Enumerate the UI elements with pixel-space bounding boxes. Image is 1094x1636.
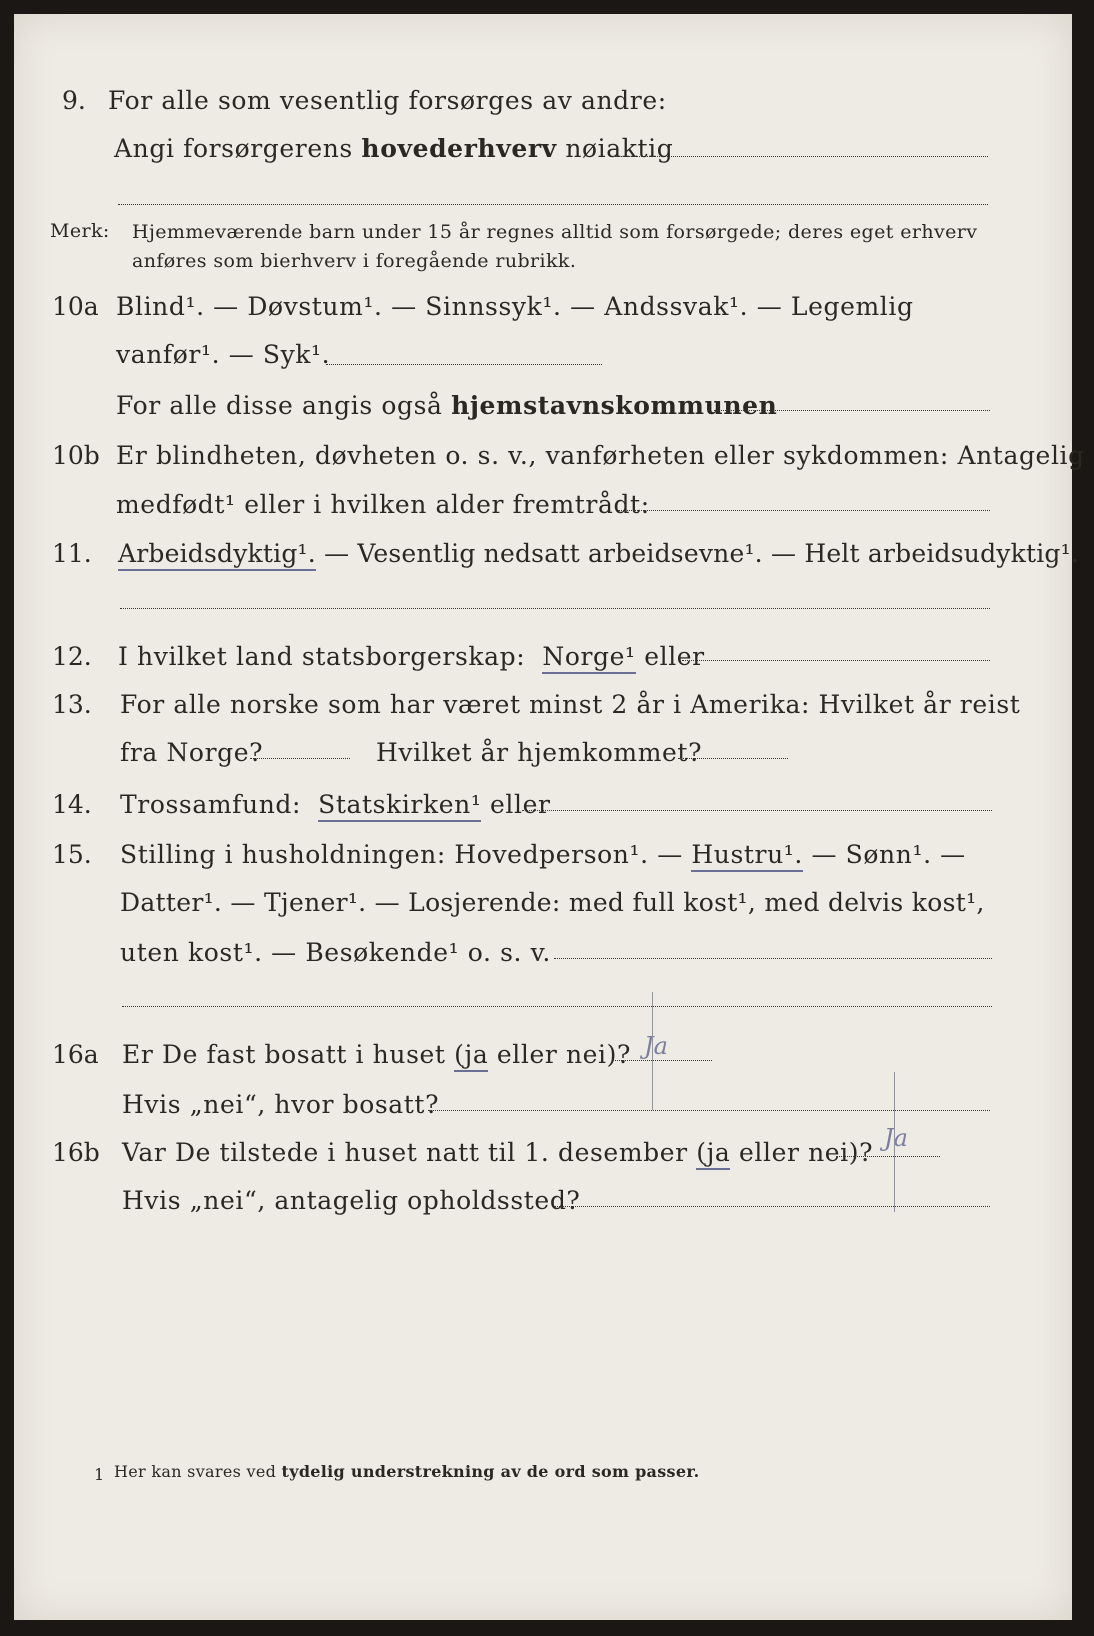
q10a-line3: For alle disse angis også hjemstavnskommunen [116, 391, 778, 420]
q12-number: 12. [52, 642, 92, 671]
footnote-text: Her kan svares ved tydelig understrekning av de ord som passer. [114, 1462, 700, 1481]
q13-reist-line [250, 758, 350, 759]
q16b-selected-option: (ja [696, 1138, 730, 1170]
q16a-number: 16a [52, 1040, 99, 1069]
q16b-number: 16b [52, 1138, 100, 1167]
q16a-bosatt-line [428, 1110, 990, 1111]
q10a-syk-line [326, 364, 602, 365]
q14-number: 14. [52, 790, 92, 819]
footnote-mark: 1 [94, 1465, 105, 1484]
q11-number: 11. [52, 539, 92, 568]
q16b-line2: Hvis „nei“, antagelig opholdssted? [122, 1186, 581, 1215]
q11-answer-line [120, 608, 990, 609]
q16b-pen-stroke [894, 1072, 895, 1212]
q10a-line2: vanfør¹. — Syk¹. [116, 340, 331, 369]
q16b-opholdssted-line [554, 1206, 990, 1207]
q16a-answer-line [612, 1060, 712, 1061]
q9-number: 9. [62, 86, 86, 115]
q9-answer-line [612, 156, 988, 157]
merk-label: Merk: [50, 220, 110, 242]
q14-answer-line [522, 810, 992, 811]
q16a-line2: Hvis „nei“, hvor bosatt? [122, 1090, 440, 1119]
q15-answer-line [554, 958, 992, 959]
q9-answer-line-2 [118, 204, 988, 205]
q16a-selected-option: (ja [454, 1040, 488, 1072]
q16a-handwritten-answer: Ja [644, 1032, 668, 1060]
q13-line1: For alle norske som har været minst 2 år i Amerika: Hvilket år reist [120, 690, 1021, 719]
q13-line2a: fra Norge? [120, 738, 264, 767]
q11-selected-option: Arbeidsdyktig¹. [118, 539, 316, 571]
merk-line2: anføres som bierhverv i foregående rubrikk. [132, 250, 577, 272]
q15-selected-option: Hustru¹. [691, 840, 803, 872]
q11-line: Arbeidsdyktig¹. — Vesentlig nedsatt arbeidsevne¹. — Helt arbeidsudyktig¹. [118, 539, 1079, 568]
q14-selected-option: Statskirken¹ [318, 790, 481, 822]
q15-answer-line-2 [122, 1006, 992, 1007]
q13-number: 13. [52, 690, 92, 719]
q15-number: 15. [52, 840, 92, 869]
q10b-line1: Er blindheten, døvheten o. s. v., vanførheten eller sykdommen: Antagelig [116, 441, 1085, 470]
q10a-number: 10a [52, 292, 99, 321]
q13-hjem-line [678, 758, 788, 759]
q15-line1: Stilling i husholdningen: Hovedperson¹. — Hustru¹. — Sønn¹. — [120, 840, 966, 869]
q10a-line1: Blind¹. — Døvstum¹. — Sinnssyk¹. — Andssvak¹. — Legemlig [116, 292, 914, 321]
q12-selected-option: Norge¹ [542, 642, 635, 674]
q12-answer-line [682, 660, 990, 661]
q9-line1: For alle som vesentlig forsørges av andre: [108, 86, 667, 115]
q10b-line2: medfødt¹ eller i hvilken alder fremtrådt: [116, 490, 650, 519]
q10b-number: 10b [52, 441, 100, 470]
q16b-line1: Var De tilstede i huset natt til 1. desember (ja eller nei)? [122, 1138, 873, 1167]
q16a-pen-stroke [652, 992, 653, 1110]
merk-line1: Hjemmeværende barn under 15 år regnes alltid som forsørgede; deres eget erhverv [132, 221, 978, 243]
q10b-answer-line [618, 510, 990, 511]
q14-line: Trossamfund: Statskirken¹ eller [120, 790, 551, 819]
q15-line3: uten kost¹. — Besøkende¹ o. s. v. [120, 938, 551, 967]
q16a-line1: Er De fast bosatt i huset (ja eller nei)? [122, 1040, 631, 1069]
form-page [14, 14, 1085, 1620]
q15-line2: Datter¹. — Tjener¹. — Losjerende: med full kost¹, med delvis kost¹, [120, 888, 985, 917]
q10a-kommune-line [714, 410, 990, 411]
q9-line2: Angi forsørgerens hovederhverv nøiaktig [114, 134, 674, 163]
q12-line: I hvilket land statsborgerskap: Norge¹ eller [118, 642, 705, 671]
q16b-answer-line [836, 1156, 940, 1157]
q16b-handwritten-answer: Ja [884, 1124, 908, 1152]
q13-line2b: Hvilket år hjemkommet? [376, 738, 703, 767]
